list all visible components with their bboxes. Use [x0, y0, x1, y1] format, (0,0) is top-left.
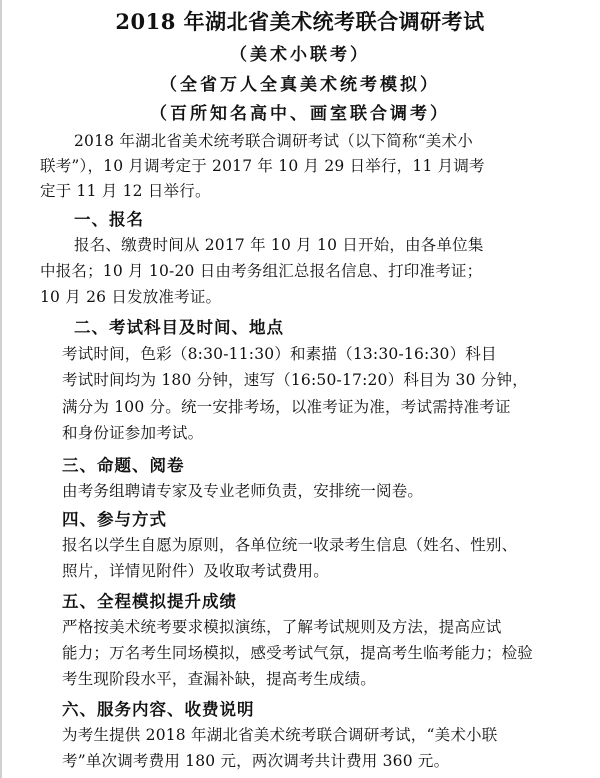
intro-line-1: 2018 年湖北省美术统考联合调研考试（以下简称“美术小	[74, 132, 473, 150]
section-5-line-3: 考生现阶段水平，查漏补缺，提高考生成绩。	[62, 670, 377, 688]
intro-line-2: 联考”），10 月调考定于 2017 年 10 月 29 日举行，11 月调考	[40, 157, 485, 175]
section-1-line-3: 10 月 26 日发放准考证。	[40, 288, 222, 306]
subtitle-1: （美术小联考）	[230, 45, 370, 65]
section-3-heading: 三、命题、阅卷	[62, 456, 185, 475]
section-2-line-4: 和身份证参加考试。	[62, 424, 204, 442]
section-3-line-1: 由考务组聘请专家及专业老师负责，安排统一阅卷。	[62, 482, 424, 500]
section-2-line-1: 考试时间，色彩（8:30-11:30）和素描（13:30-16:30）科目	[62, 345, 497, 363]
section-6-line-2: 考”单次调考费用 180 元，两次调考共计费用 360 元。	[62, 752, 450, 770]
intro-line-3: 定于 11 月 12 日举行。	[40, 182, 211, 200]
section-1-heading: 一、报名	[74, 210, 144, 229]
section-6-heading: 六、服务内容、收费说明	[62, 700, 255, 719]
section-4-heading: 四、参与方式	[62, 510, 167, 529]
section-1-line-2: 中报名；10 月 10-20 日由考务组汇总报名信息、打印准考证；	[40, 262, 483, 280]
section-4-line-2: 照片，详情见附件）及收取考试费用。	[62, 562, 329, 580]
subtitle-3: （百所知名高中、画室联合调考）	[150, 104, 450, 124]
subtitle-2: （全省万人全真美术统考模拟）	[160, 75, 440, 95]
section-2-line-3: 满分为 100 分。统一安排考场，以准考证为准，考试需持准考证	[62, 398, 511, 416]
section-4-line-1: 报名以学生自愿为原则，各单位统一收录考生信息（姓名、性别、	[62, 536, 518, 554]
section-5-line-2: 能力；万名考生同场模拟，感受考试气氛，提高考生临考能力；检验	[62, 644, 534, 662]
section-2-line-2: 考试时间均为 180 分钟，速写（16:50-17:20）科目为 30 分钟，	[62, 371, 528, 389]
document-title: 2018 年湖北省美术统考联合调研考试	[115, 9, 485, 34]
section-6-line-1: 为考生提供 2018 年湖北省美术统考联合调研考试，“美术小联	[62, 726, 498, 744]
section-2-heading: 二、考试科目及时间、地点	[74, 318, 284, 337]
section-1-line-1: 报名、缴费时间从 2017 年 10 月 10 日开始，由各单位集	[74, 236, 484, 254]
section-5-line-1: 严格按美术统考要求模拟演练，了解考试规则及方法，提高应试	[62, 618, 502, 636]
section-5-heading: 五、全程模拟提升成绩	[62, 592, 237, 611]
